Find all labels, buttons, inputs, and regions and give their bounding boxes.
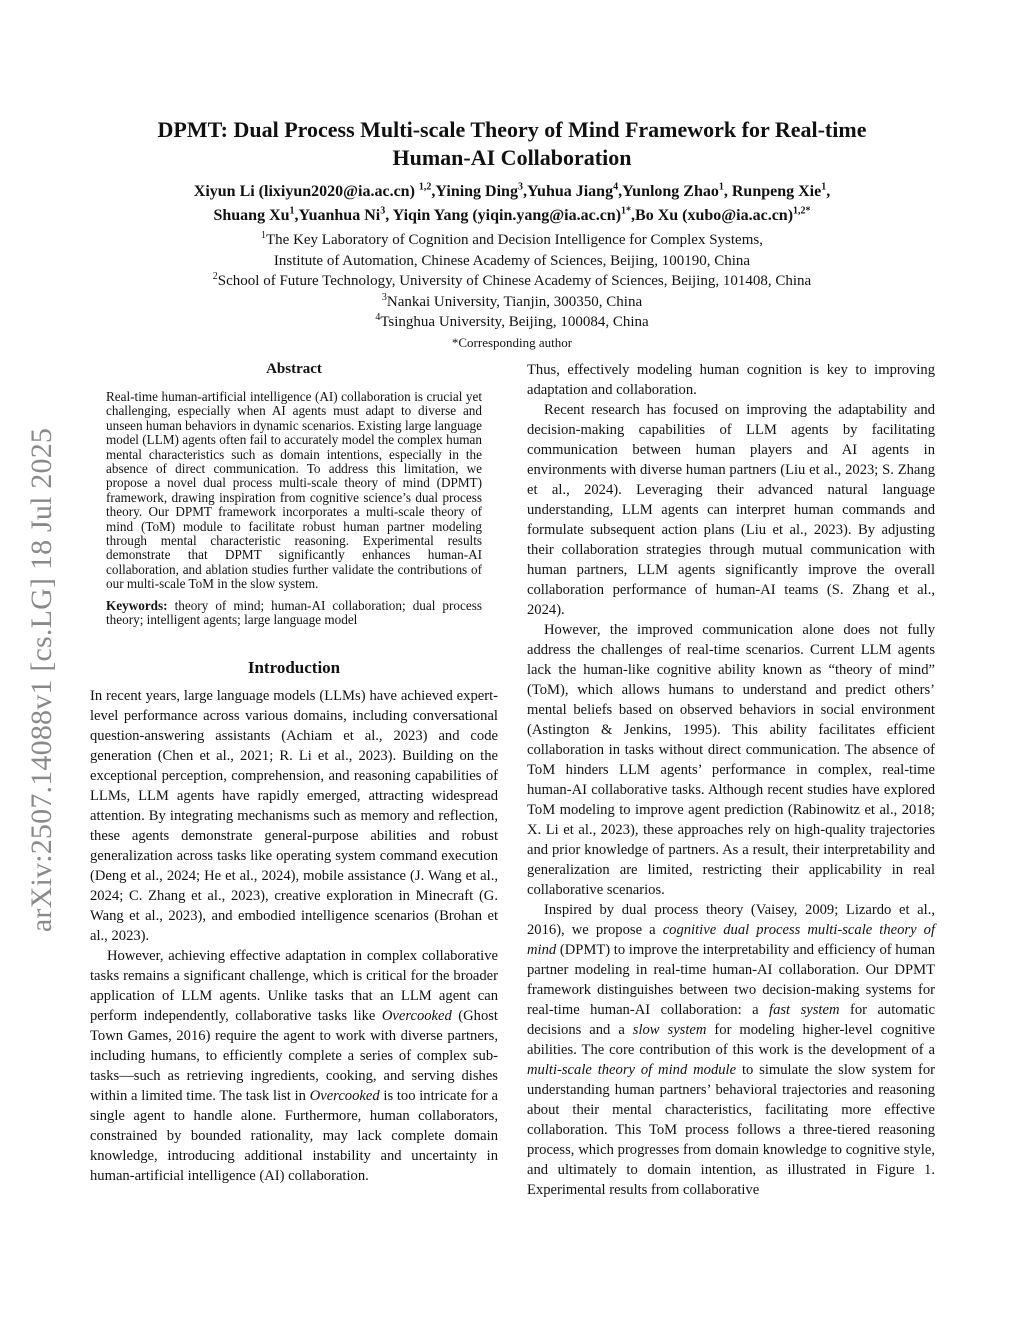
- abstract-text: Real-time human-artificial intelligence (AI) collaboration is crucial yet challenging, especially when AI agents must adapt to diverse and unseen human behaviors in dynamic scenarios. Existing large language model (LLM) agents often fail to accurately model the complex human mental characteristics such as domain intentions, especially in the absence of direct communication. To address this limitation, we propose a novel dual process multi-scale theory of mind (DPMT) framework, drawing inspiration from cognitive science’s dual process theory. Our DPMT framework incorporates a multi-scale theory of mind (ToM) module to facilitate robust human partner modeling through mental characteristic reasoning. Experimental results demonstrate that DPMT significantly enhances human-AI collaboration, and ablation studies further validate the contributions of our multi-scale ToM in the slow system.: [106, 389, 482, 592]
- author-name: , Runpeng Xie: [723, 183, 822, 200]
- author-affil-mark: 3: [517, 181, 523, 193]
- paper-title: [110, 116, 914, 172]
- author-name: ,Bo Xu (xubo@ia.ac.cn): [631, 207, 794, 224]
- paragraph: Recent research has focused on improving the adaptability and decision-making capabilities of LLM agents by facilitating communication between human players and AI agents in environments with diverse human partners (Liu et al., 2023; S. Zhang et al., 2024). Leveraging their advanced natural language understanding, LLM agents can interpret human commands and formulate subsequent action plans (Liu et al., 2023). By adjusting their collaboration strategies through mutual communication with human partners, LLM agents significantly improve the overall collaboration performance of human-AI teams (S. Zhang et al., 2024).: [527, 402, 935, 618]
- section-heading-introduction: Introduction: [247, 657, 341, 677]
- affil-mark: 4: [375, 312, 381, 323]
- affiliation-1-cont: Institute of Automation, Chinese Academy of Sciences, Beijing, 100190, China: [273, 252, 751, 269]
- author-list: [110, 180, 914, 228]
- affiliation-4: [110, 312, 914, 333]
- paragraph: [527, 900, 935, 1200]
- affiliation-2: [110, 271, 914, 292]
- paragraph: However, the improved communication alone does not fully address the challenges of real-time scenarios. Current LLM agents lack the human-like cognitive ability known as “theory of mind” (ToM), which allows humans to understand and predict others’ mental beliefs based on observed behaviors in social environment (Astington & Jenkins, 1995). This ability facilitates efficient collaboration in tasks without direct communication. The absence of ToM hinders LLM agents’ performance in complex, real-time human-AI collaborative tasks. Although recent studies have explored ToM modeling to improve agent prediction (Rabinowitz et al., 2018; X. Li et al., 2023), these approaches rely on high-quality trajectories and prior knowledge of partners. As a result, their interpretability and generalization are limited, restricting their applicability in real collaborative scenarios.: [527, 622, 935, 898]
- italic-run: Overcooked: [381, 1007, 452, 1024]
- text-run: for automatic decisions and a: [527, 1002, 935, 1038]
- paragraph: [90, 946, 498, 1186]
- text-run: Inspired by dual process theory (Vaisey, 2009; Lizardo et al., 2016), we propose a: [527, 902, 935, 938]
- title-line-1: DPMT: Dual Process Multi-scale Theory of Mind Framework for Real-time: [157, 117, 867, 142]
- paragraph: Thus, effectively modeling human cognition is key to improving adaptation and collaboration.: [527, 362, 935, 398]
- title-line-2: Human-AI Collaboration: [392, 145, 632, 170]
- paragraph: In recent years, large language models (LLMs) have achieved expert-level performance across various domains, including conversational question-answering assistants (Achiam et al., 2023) and code generation (Chen et al., 2021; R. Li et al., 2023). Building on the exceptional perception, comprehension, and reasoning capabilities of LLMs, LLM agents have rapidly emerged, attracting widespread attention. By integrating mechanisms such as memory and reflection, these agents demonstrate general-purpose abilities and robust generalization across tasks like operating system command execution (Deng et al., 2024; He et al., 2024), mobile assistance (J. Wang et al., 2024; C. Zhang et al., 2023), creative exploration in Minecraft (G. Wang et al., 2023), and embodied intelligence scenarios (Brohan et al., 2023).: [90, 687, 498, 944]
- affil-text: School of Future Technology, University of Chinese Academy of Sciences, Beijing, 101408, China: [217, 273, 812, 289]
- affil-mark: 2: [212, 271, 218, 282]
- italic-run: multi-scale theory of mind module: [527, 1062, 737, 1078]
- author-affil-mark: 1: [289, 205, 295, 217]
- author-name: ,Yuanhua Ni: [294, 207, 381, 224]
- italic-run: cognitive dual process multi-scale theory of mind: [527, 922, 935, 958]
- italic-run: slow system: [632, 1022, 707, 1038]
- abstract-body: [106, 390, 482, 592]
- affil-mark: 1: [261, 230, 266, 241]
- text-run: to simulate the slow system for understanding human partners’ behavioral trajectories and reasoning about their mental characteristics, facilitating more effective collaboration. This ToM process follows a three-tiered reasoning process, which progresses from domain knowledge to cognitive style, and ultimately to domain intention, as illustrated in Figure 1. Experimental results from collaborative: [527, 1062, 935, 1198]
- author-separator: ,: [826, 183, 831, 200]
- author-affil-mark: 3: [380, 205, 386, 217]
- text-run: is too intricate for a single agent to handle alone. Furthermore, human collaborators, constrained by bounded rationality, may lack complete domain knowledge, introducing additional instability and uncertainty in human-artificial intelligence (AI) collaboration.: [90, 1087, 498, 1184]
- keywords-text: theory of mind; human-AI collaboration; dual process theory; intelligent agents; large language model: [106, 597, 482, 628]
- affil-mark: 3: [381, 291, 387, 303]
- introduction-body-right: [527, 360, 935, 1200]
- italic-run: Overcooked: [309, 1087, 380, 1104]
- text-run: (DPMT) to improve the interpretability and efficiency of human partner modeling in real-time human-AI collaboration. Our DPMT framework distinguishes between two decision-making systems for real-time human-AI collaboration: a: [527, 942, 935, 1018]
- affil-text: Nankai University, Tianjin, 300350, China: [386, 293, 643, 310]
- author-name: , Yiqin Yang (yiqin.yang@ia.ac.cn): [385, 207, 622, 224]
- author-affil-mark: 1: [718, 181, 724, 193]
- text-run: (Ghost Town Games, 2016) require the agent to work with diverse partners, including humans, to efficiently complete a series of complex sub-tasks—such as retrieving ingredients, cooking, and serving dishes within a limited time. The task list in: [90, 1007, 498, 1104]
- affil-text: The Key Laboratory of Cognition and Decision Intelligence for Complex Systems,: [266, 232, 763, 248]
- text-run: for modeling higher-level cognitive abilities. The core contribution of this work is the development of a: [527, 1022, 935, 1058]
- abstract-heading: Abstract: [266, 361, 322, 377]
- arxiv-identifier: arXiv:2507.14088v1 [cs.LG] 18 Jul 2025: [25, 427, 58, 933]
- author-affil-mark: 4: [613, 181, 619, 193]
- author-name: ,Yuhua Jiang: [522, 183, 614, 200]
- arxiv-sidebar-stamp: [22, 380, 62, 980]
- affil-text: Tsinghua University, Beijing, 100084, China: [380, 314, 649, 330]
- affiliation-1: [110, 230, 914, 251]
- right-column: [527, 360, 935, 1200]
- corresponding-note: *Corresponding author: [451, 334, 573, 350]
- author-name: Xiyun Li (lixiyun2020@ia.ac.cn): [193, 183, 419, 200]
- text-run: However, achieving effective adaptation in complex collaborative tasks remains a significant challenge, which is critical for the broader application of LLM agents. Unlike tasks that an LLM agent can perform independently, collaborative tasks like: [90, 947, 498, 1024]
- author-affil-mark: 1,2: [418, 181, 432, 193]
- keywords-label: Keywords:: [106, 597, 168, 613]
- left-column: [90, 360, 498, 1186]
- italic-run: fast system: [769, 1002, 840, 1018]
- introduction-body-left: [90, 686, 498, 1186]
- author-affil-mark: 1*: [621, 205, 632, 217]
- affiliation-list: [110, 230, 914, 353]
- author-affil-mark: 1,2*: [793, 205, 811, 217]
- author-name: Shuang Xu: [213, 207, 290, 224]
- author-name: ,Yunlong Zhao: [618, 183, 719, 200]
- keywords: [106, 599, 482, 628]
- author-name: ,Yining Ding: [431, 183, 518, 200]
- author-affil-mark: 1: [821, 181, 827, 193]
- affiliation-3: [110, 292, 914, 313]
